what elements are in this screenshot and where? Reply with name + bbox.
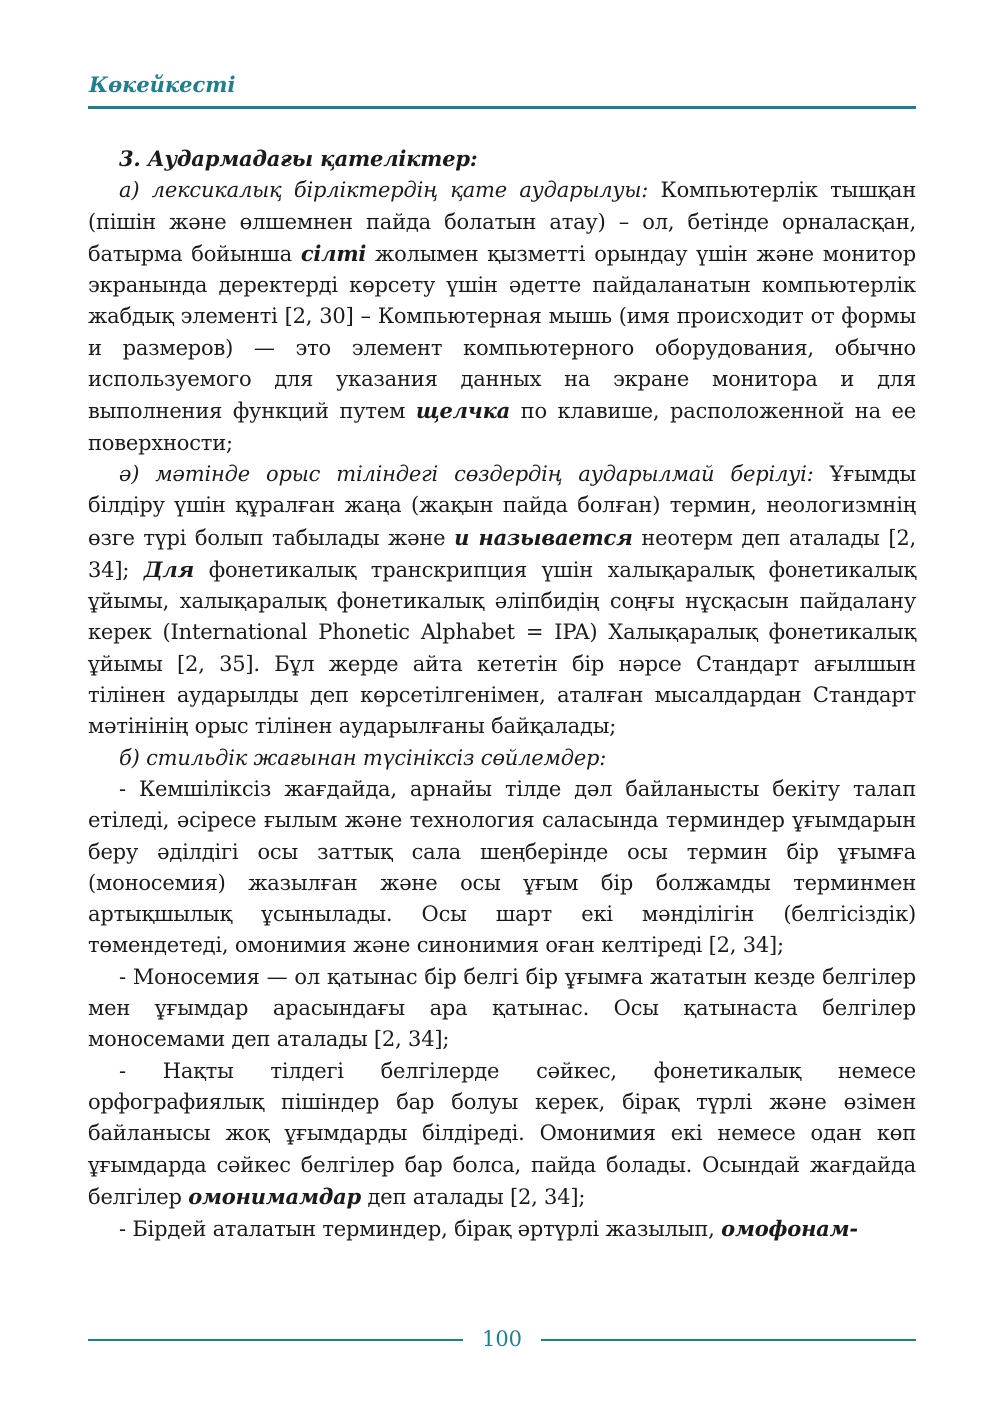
paragraph-ae-label: ә) мәтінде орыс тіліндегі сөздердің аударылмай берілуі:	[119, 461, 814, 486]
heading-text: 3. Аудармадағы қателіктер:	[119, 146, 478, 171]
bullet-3	[88, 1056, 916, 1213]
paragraph-a-label: а) лексикалық бірліктердің қате аударылуы:	[119, 178, 649, 203]
bullet-1	[88, 774, 916, 962]
running-header-title: Көкейкесті	[89, 72, 236, 97]
paragraph-ae-text-3: фонетикалық транскрипция үшін халықаралық фонетикалық ұйымы, халықаралық фонетикалық әліпбидің соңғы нұсқасын пайдалану керек (International Phonetic Alphabet = IPA) Халықаралық фонетикалық ұйымы [2, 35]. Бұл жерде айта кететін бір нәрсе Стандарт ағылшын тілінен аударылды деп көрсетілгенімен, аталған мысалдардан Стандарт мәтінінің орыс тілінен аударылғаны байқалады;	[88, 557, 916, 739]
page-number: 100	[481, 1327, 523, 1351]
bullet-2-text: - Моносемия — ол қатынас бір белгі бір ұғымға жататын кезде белгілер мен ұғымдар арасындағы ара қатынас. Осы қатынаста белгілер моносемами деп аталады [2, 34];	[88, 964, 916, 1052]
bullet-2	[88, 962, 916, 1056]
paragraph-a-text-1: Компьютерлік тышқан (пішін және өлшемнен пайда болатын атау) – ол, бетінде орналасқан, батырма бойынша	[88, 178, 917, 266]
bullet-3-text-2: деп аталады [2, 34];	[361, 1184, 586, 1209]
page-body	[88, 143, 916, 1245]
paragraph-a-text-2: жолымен қызметті орындау үшін және монитор экранында деректерді көрсету үшін әдетте пайдаланатын компьютерлік жабдық элементі [2, 30] – Компьютерная мышь (имя происходит от формы и размеров) — это элемент компьютерного оборудования, обычно используемого для указания данных на экране монитора и для выполнения функций путем	[88, 241, 916, 424]
paragraph-b-label-text: б) стильдік жағынан түсініксіз сөйлемдер:	[119, 745, 607, 770]
bullet-3-emphasis: омонимамдар	[188, 1183, 362, 1209]
bullet-3-text-1: - Нақты тілдегі белгілерде сәйкес, фонетикалық немесе орфографиялық пішіндер бар болуы керек, бірақ түрлі және өзімен байланысы жоқ ұғымдарды білдіреді. Омонимия екі немесе одан көп ұғымдарда сәйкес белгілер бар болса, пайда болады. Осындай жағдайда белгілер	[88, 1058, 916, 1209]
bullet-4	[88, 1213, 916, 1245]
footer-divider-left	[88, 1339, 463, 1341]
paragraph-ae-text-2: неотерм деп аталады [2, 34];	[88, 525, 916, 582]
paragraph-a-emphasis-2: щелчка	[415, 398, 511, 424]
footer-divider-right	[541, 1339, 916, 1341]
paragraph-ae-emphasis-1: и называется	[454, 524, 633, 550]
paragraph-ae-emphasis-2: Для	[143, 556, 195, 582]
header-divider	[88, 106, 916, 109]
section-heading	[88, 143, 916, 175]
paragraph-ae-text-1: Ұғымды білдіру үшін құралған жаңа (жақын пайда болған) термин, неологизмнің өзге түрі болып табылады және	[88, 461, 916, 550]
bullet-4-emphasis: омофонам-	[721, 1216, 858, 1242]
paragraph-a-emphasis-1: сілті	[300, 240, 367, 266]
bullet-4-text-1: - Бірдей аталатын терминдер, бірақ әртүрлі жазылып,	[119, 1217, 722, 1242]
paragraph-a	[88, 175, 916, 459]
bullet-1-text: - Кемшіліксіз жағдайда, арнайы тілде дәл байланысты бекіту талап етіледі, әсіресе ғылым және технология саласында терминдер ұғымдарын беру әділдігі осы заттық сала шеңберінде осы термин бір ұғымға (моносемия) жазылған және осы ұғым бір болжамды терминмен артықшылық ұсынылады. Осы шарт екі мәнділігін (белгісіздік) төмендетеді, омонимия және синонимия оған келтіреді [2, 34];	[88, 776, 916, 958]
paragraph-b-label	[88, 743, 916, 774]
paragraph-a-text-3: по клавише, расположенной на ее поверхности;	[88, 399, 916, 455]
paragraph-ae	[88, 459, 916, 743]
